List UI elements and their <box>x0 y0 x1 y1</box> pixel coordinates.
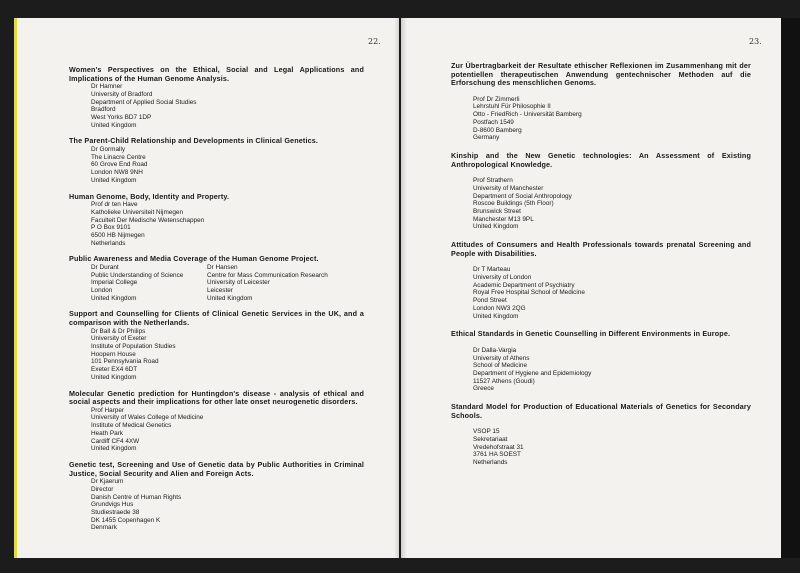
address-line: Grundvigs Hus <box>91 501 134 509</box>
address-line: United Kingdom <box>91 176 137 184</box>
address-line: Vredehofstraat 31 <box>473 443 524 451</box>
page-number: 23. <box>749 37 762 46</box>
address-line: Prof Harper <box>91 406 125 414</box>
list-item <box>69 193 364 248</box>
address-line: University of Manchester <box>473 184 544 192</box>
address-line: Hoopern House <box>91 350 136 358</box>
address-line: Dr Durant <box>91 263 119 271</box>
address-line: Denmark <box>91 524 117 532</box>
contact-address <box>69 328 364 382</box>
entry-list <box>69 66 364 540</box>
contact-address <box>69 146 364 185</box>
address-line: Cardiff CF4 4XW <box>91 437 140 445</box>
address-line: Studiestraede 38 <box>91 508 140 516</box>
list-item <box>451 241 751 320</box>
contact-address <box>207 263 328 303</box>
address-line: University of Leicester <box>207 279 270 287</box>
address-line: United Kingdom <box>207 294 253 302</box>
address-line: Manchester M13 9PL <box>473 215 534 223</box>
address-line: P O Box 9101 <box>91 224 131 232</box>
address-line: United Kingdom <box>91 373 137 381</box>
page-number: 22. <box>368 37 381 46</box>
address-line: Lehrstuhl Für Philosophie II <box>473 103 551 111</box>
project-title: Ethical Standards in Genetic Counselling in Different Environments in Europe. <box>451 329 731 339</box>
address-line: Netherlands <box>91 239 126 247</box>
project-title: Genetic test, Screening and Use of Genetic data by Public Authorities in Criminal Justice, Social Security and Alien and Foreign Acts. <box>69 459 364 478</box>
contact-address <box>69 407 364 453</box>
address-line: Dr Hansen <box>207 263 238 271</box>
address-line: Department of Applied Social Studies <box>91 98 197 106</box>
address-line: Pond Street <box>473 297 507 305</box>
contact-address-columns <box>69 264 364 303</box>
address-line: 60 Grove End Road <box>91 161 148 169</box>
address-line: University of Wales College of Medicine <box>91 414 204 422</box>
address-line: London <box>91 287 113 295</box>
address-line: United Kingdom <box>91 121 137 129</box>
contact-address <box>69 83 364 129</box>
contact-address <box>451 347 751 393</box>
address-line: Prof dr ten Have <box>91 201 138 209</box>
address-line: Exeter EX4 6DT <box>91 366 138 374</box>
address-line: 3761 HA SOEST <box>473 451 521 459</box>
contact-address <box>451 96 751 142</box>
project-title: Zur Übertragbarkeit der Resultate ethischer Reflexionen im Zusammenhang mit der potentiellen therapeutischen Anwendung gentechnischer Methoden auf die Erforschung des menschlichen Genoms. <box>451 61 751 88</box>
list-item <box>451 403 751 467</box>
address-line: Faculteit Der Medische Wetenschappen <box>91 216 205 224</box>
address-line: Leicester <box>207 287 233 295</box>
address-line: Danish Centre of Human Rights <box>91 493 182 501</box>
address-line: West Yorks BD7 1DP <box>91 114 152 121</box>
project-title: Attitudes of Consumers and Health Professionals towards prenatal Screening and People with Disabilities. <box>451 240 751 258</box>
address-line: Netherlands <box>473 459 508 467</box>
address-line: VSOP 15 <box>473 428 500 436</box>
entry-list <box>451 62 751 475</box>
address-line: Dr Hamner <box>91 83 123 91</box>
address-line: Roscoe Buildings (5th Floor) <box>473 200 554 208</box>
address-line: Greece <box>473 385 494 393</box>
address-line: University of Exeter <box>91 335 147 343</box>
contact-address <box>69 201 364 247</box>
right-page <box>401 18 781 558</box>
project-title: Support and Counselling for Clients of Clinical Genetic Services in the UK, and a comparison with the Netherlands. <box>69 309 364 328</box>
address-line: University of London <box>473 274 532 281</box>
address-line: DK 1455 Copenhagen K <box>91 516 161 524</box>
address-line: United Kingdom <box>91 294 137 302</box>
background-edge <box>781 18 800 558</box>
address-line: School of Medicine <box>473 362 527 370</box>
page-edge-marker <box>14 18 17 558</box>
address-line: United Kingdom <box>473 223 519 231</box>
address-line: Germany <box>473 134 500 142</box>
list-item <box>69 66 364 129</box>
address-line: Katholieke Universiteit Nijmegen <box>91 208 183 216</box>
address-line: Postfach 1549 <box>473 118 514 126</box>
address-line: 101 Pennsylvania Road <box>91 358 159 366</box>
address-line: D-8600 Bamberg <box>473 126 522 134</box>
list-item <box>69 310 364 381</box>
address-line: Imperial College <box>91 279 138 287</box>
contact-address <box>451 266 751 320</box>
binding-shadow <box>401 18 407 558</box>
address-line: Public Understanding of Science <box>91 271 184 279</box>
left-page <box>14 18 399 558</box>
address-line: United Kingdom <box>91 445 137 453</box>
address-line: Dr Gormally <box>91 146 126 153</box>
address-line: Dr Kjaerum <box>91 478 124 486</box>
project-title: The Parent-Child Relationship and Developments in Clinical Genetics. <box>69 136 319 146</box>
list-item <box>451 330 751 393</box>
address-line: Dr Dalla-Vargia <box>473 346 517 354</box>
address-line: The Linacre Centre <box>91 153 146 161</box>
address-line: Centre for Mass Communication Research <box>207 271 328 279</box>
address-line: Department of Hygiene and Epidemiology <box>473 369 592 377</box>
address-line: United Kingdom <box>473 312 519 320</box>
project-title: Public Awareness and Media Coverage of the Human Genome Project. <box>69 254 319 264</box>
address-line: 6500 HB Nijmegen <box>91 231 145 239</box>
address-line: Director <box>91 485 114 493</box>
address-line: Bradford <box>91 106 116 114</box>
address-line: London NW3 2QG <box>473 304 526 312</box>
list-item <box>451 62 751 142</box>
contact-address <box>91 264 207 303</box>
address-line: Sekretariaat <box>473 435 508 443</box>
binding-shadow <box>394 18 399 558</box>
address-line: Otto - FriedRich - Universität Bamberg <box>473 111 582 119</box>
address-line: Dr T Marteau <box>473 266 511 274</box>
list-item <box>69 137 364 184</box>
address-line: Institute of Population Studies <box>91 343 176 351</box>
address-line: Dr Ball & Dr Philips <box>91 327 146 335</box>
address-line: Academic Department of Psychiatry <box>473 281 575 289</box>
list-item <box>69 390 364 453</box>
project-title: Women's Perspectives on the Ethical, Social and Legal Applications and Implications of the Human Genome Analysis. <box>69 65 364 83</box>
list-item <box>451 152 751 231</box>
project-title: Human Genome, Body, Identity and Property. <box>69 191 230 201</box>
address-line: Brunswick Street <box>473 208 521 215</box>
project-title: Kinship and the New Genetic technologies: An Assessment of Existing Anthropological Knowledge. <box>451 151 751 169</box>
contact-address <box>451 428 751 467</box>
address-line: Department of Social Anthropology <box>473 192 572 200</box>
list-item <box>69 255 364 302</box>
address-line: Prof Dr Zimmerli <box>473 95 520 103</box>
project-title: Standard Model for Production of Educational Materials of Genetics for Secondary Schools. <box>451 402 751 420</box>
address-line: Prof Strathern <box>473 177 513 185</box>
address-line: Royal Free Hospital School of Medicine <box>473 289 585 297</box>
contact-address <box>69 478 364 532</box>
address-line: University of Athens <box>473 354 530 362</box>
contact-address <box>451 177 751 231</box>
address-line: London NW8 9NH <box>91 169 143 177</box>
address-line: 11527 Athens (Goudi) <box>473 377 535 385</box>
list-item <box>69 461 364 532</box>
project-title: Molecular Genetic prediction for Huntingdon's disease - analysis of ethical and social aspects and their implications for other late onset neurogenetic disorders. <box>69 388 364 407</box>
address-line: Heath Park <box>91 429 123 437</box>
address-line: Institute of Medical Genetics <box>91 422 172 430</box>
address-line: University of Bradford <box>91 90 153 98</box>
